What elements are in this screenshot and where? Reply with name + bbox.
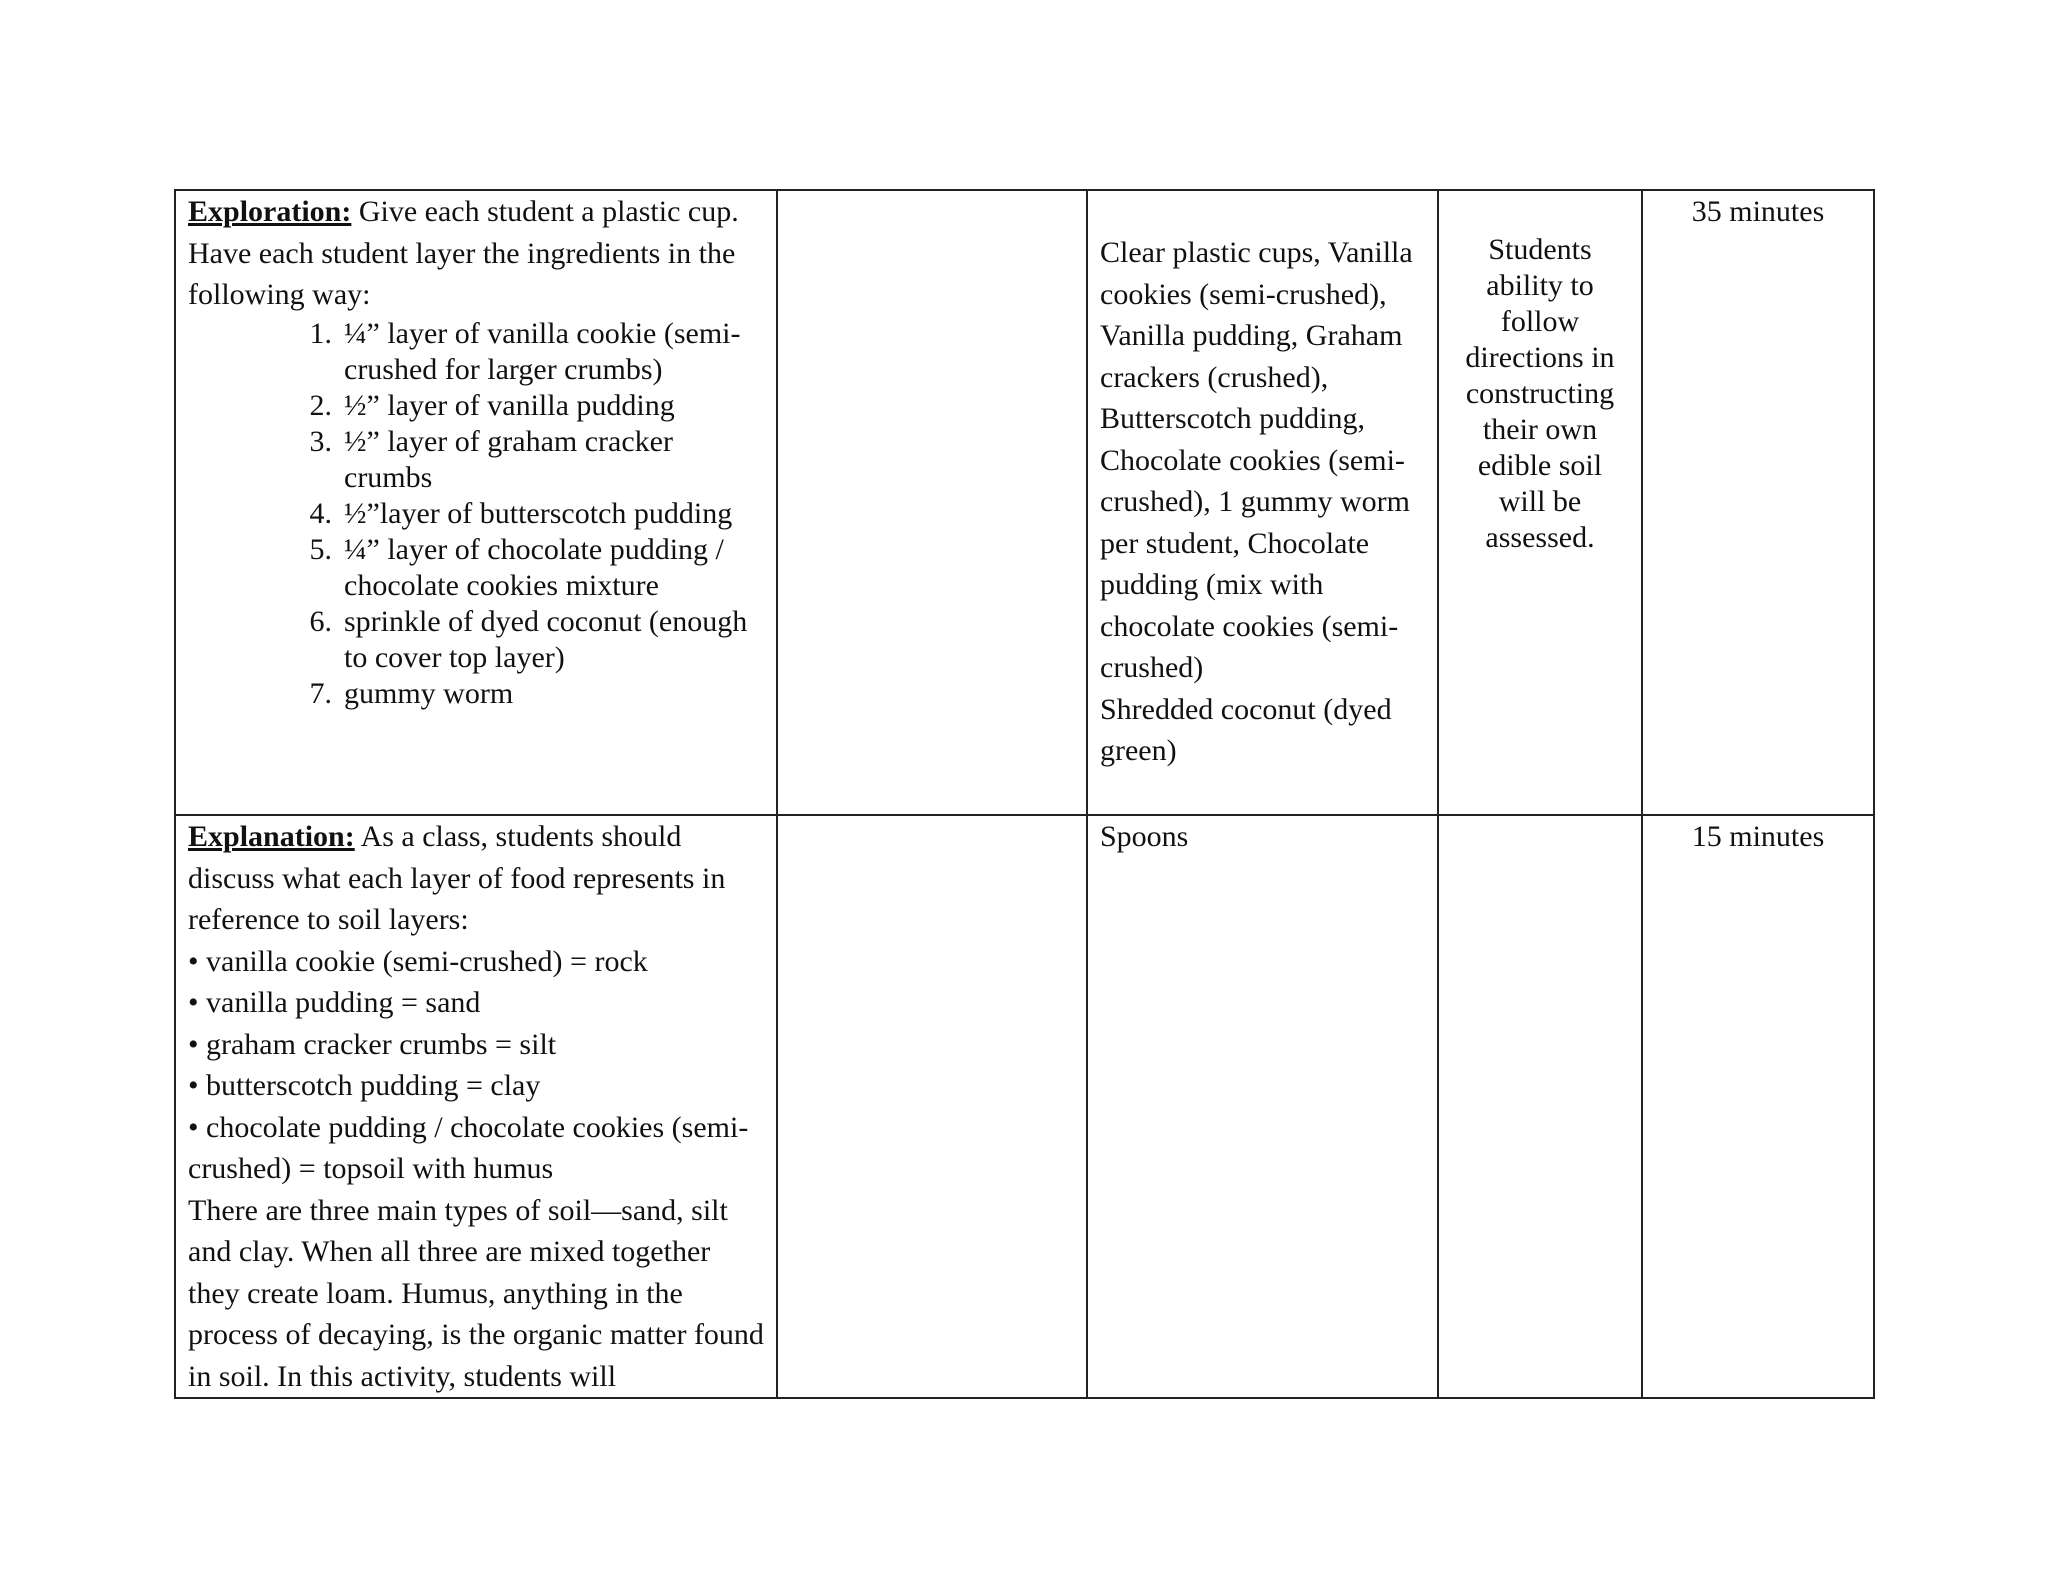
empty-cell [777, 190, 1087, 815]
step-number: 2. [309, 388, 332, 422]
list-item [188, 676, 764, 712]
step-number: 7. [309, 676, 332, 710]
time-cell: 15 minutes [1642, 815, 1874, 1398]
step-text: ½” layer of graham cracker crumbs [344, 424, 673, 494]
materials-extra-text: Shredded coconut (dyed green) [1100, 692, 1392, 767]
step-text: sprinkle of dyed coconut (enough to cover top layer) [344, 604, 748, 674]
table-row-explanation [175, 815, 1874, 1398]
materials-cell: Spoons [1087, 815, 1438, 1398]
procedure-cell [175, 815, 777, 1398]
list-item [188, 496, 764, 532]
stage-text: As a class, students should discuss what each layer of food represents in reference to soil layers: [188, 820, 726, 936]
time-cell: 35 minutes [1642, 190, 1874, 815]
list-item: • vanilla pudding = sand [188, 986, 481, 1019]
list-item: • butterscotch pudding = clay [188, 1069, 541, 1102]
list-item [188, 316, 764, 388]
steps-list [188, 316, 764, 712]
step-text: gummy worm [344, 676, 514, 710]
list-item: • vanilla cookie (semi-crushed) = rock [188, 944, 648, 978]
stage-label: Exploration: [188, 195, 352, 228]
list-item: • chocolate pudding / chocolate cookies (semi-crushed) = topsoil with humus [188, 1110, 749, 1185]
step-text: ½”layer of butterscotch pudding [344, 496, 733, 530]
step-number: 1. [309, 316, 332, 350]
lesson-plan-table [174, 189, 1875, 1399]
stage-label: Explanation: [188, 820, 355, 853]
list-item: • graham cracker crumbs = silt [188, 1027, 557, 1061]
materials-cell [1087, 190, 1438, 815]
stage-text: Give each student a plastic cup. Have each student layer the ingredients in the following way: [188, 195, 739, 311]
step-text: ¼” layer of chocolate pudding / chocolate cookies mixture [344, 532, 724, 602]
step-number: 4. [309, 496, 332, 530]
step-text: ½” layer of vanilla pudding [344, 388, 675, 422]
step-number: 5. [309, 532, 332, 566]
materials-text: Clear plastic cups, Vanilla cookies (semi-crushed), Vanilla pudding, Graham crackers (crushed), Butterscotch pudding, Chocolate cookies (semi-crushed), 1 gummy worm per student, Chocolate pudding (mix with chocolate cookies (semi-crushed) [1100, 236, 1413, 684]
table-row-exploration [175, 190, 1874, 815]
step-text: ¼” layer of vanilla cookie (semi-crushed for larger crumbs) [344, 316, 741, 386]
step-number: 6. [309, 604, 332, 638]
step-number: 3. [309, 424, 332, 458]
assessment-cell [1438, 815, 1642, 1398]
list-item [188, 532, 764, 604]
list-item [188, 604, 764, 676]
paragraph-text: There are three main types of soil—sand, silt and clay. When all three are mixed together they create loam. Humus, anything in the process of decaying, is the organic matter found in soil. In this activity, students will [188, 1193, 764, 1393]
procedure-cell [175, 190, 777, 815]
empty-cell [777, 815, 1087, 1398]
assessment-cell: Students ability to follow directions in constructing their own edible soil will be assessed. [1438, 190, 1642, 815]
list-item [188, 388, 764, 424]
list-item [188, 424, 764, 496]
